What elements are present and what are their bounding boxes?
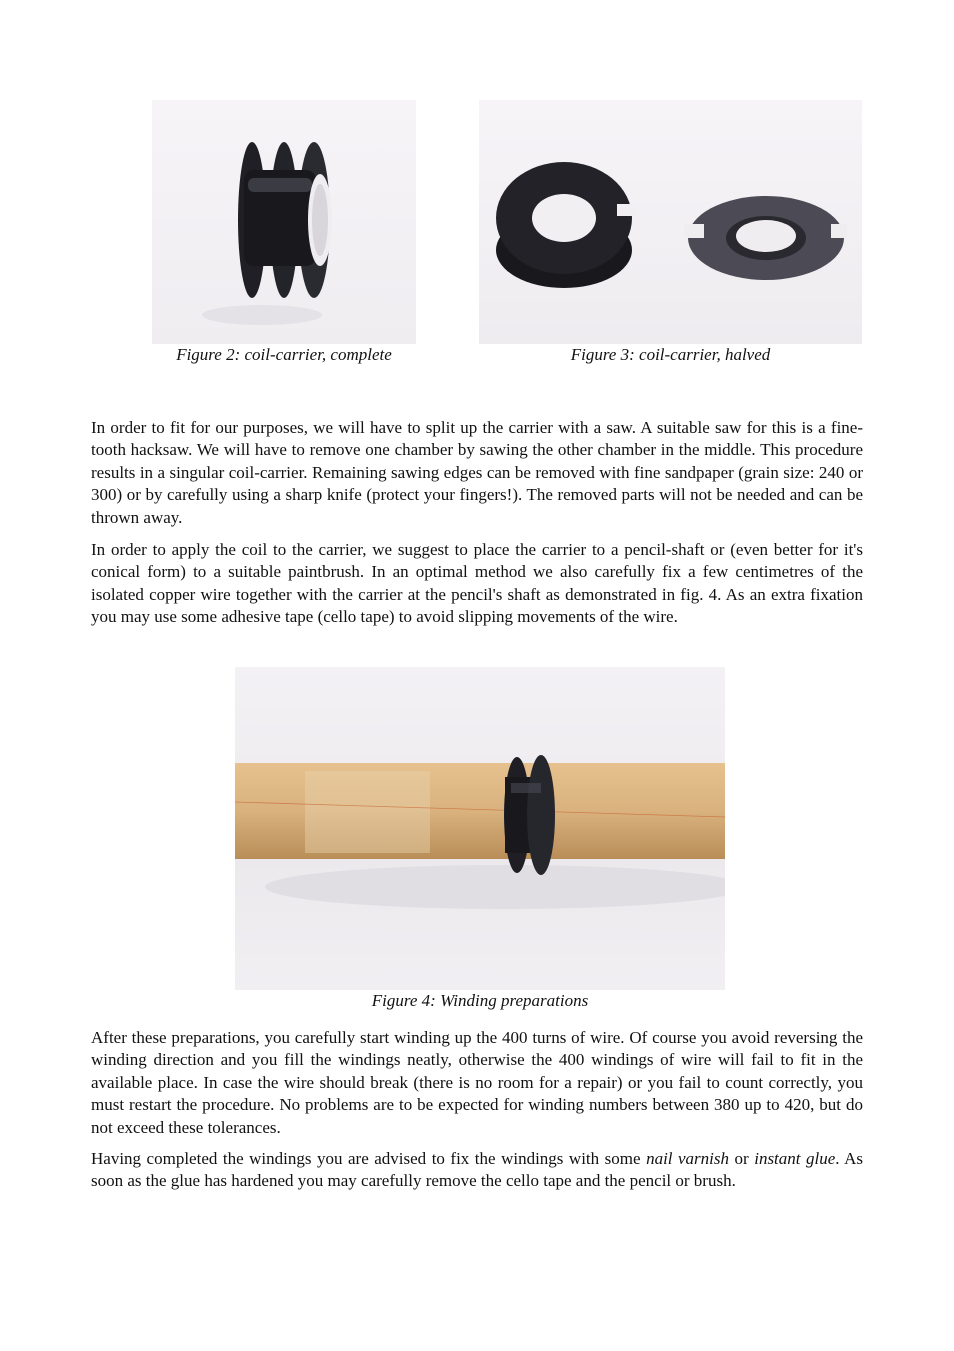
figure-2-photo xyxy=(152,100,416,344)
figure-3-caption: Figure 3: coil-carrier, halved xyxy=(570,345,771,364)
paragraph-winding: After these preparations, you carefully start winding up the 400 turns of wire. Of course you avoid reversing the winding direction and you fill the windings neatly, otherwise the 400 windings of wire will fail to fit in the available place. In case the wire should break (there is no room for a repair) or you fail to count correctly, you must restart the procedure. No problems are to be expected for winding numbers between 380 up to 420, but do not exceed these tolerances. xyxy=(91,1028,863,1137)
paragraph-fixing xyxy=(91,1148,863,1193)
paragraph-fixing-text-3: . As soon as the glue has hardened you may carefully remove the cello tape and the pencil or brush. xyxy=(91,1149,863,1191)
paragraph-mounting: In order to apply the coil to the carrier, we suggest to place the carrier to a pencil-shaft or (even better for it's conical form) to a suitable paintbrush. In an optimal method we also carefully fix a few centimetres of the isolated copper wire together with the carrier at the pencil's shaft as demonstrated in fig. 4. As an extra fixation you may use some adhesive tape (cello tape) to avoid slipping movements of the wire. xyxy=(91,540,863,627)
winding-preparations-photo-icon xyxy=(235,667,725,990)
coil-carrier-complete-photo-icon xyxy=(152,100,416,344)
paragraph-fixing-text-1: Having completed the windings you are advised to fix the windings with some xyxy=(91,1149,647,1168)
instant-glue-emphasis: instant glue xyxy=(754,1149,836,1168)
figure-4-caption: Figure 4: Winding preparations xyxy=(371,991,589,1010)
paragraph-fixing-text-2: or xyxy=(729,1149,755,1168)
figure-2-caption: Figure 2: coil-carrier, complete xyxy=(176,345,392,364)
figure-3-photo xyxy=(479,100,862,344)
paragraph-splitting: In order to fit for our purposes, we will have to split up the carrier with a saw. A suitable saw for this is a fine-tooth hacksaw. We will have to remove one chamber by sawing the other chamber in the middle. This procedure results in a singular coil-carrier. Remaining sawing edges can be removed with fine sandpaper (grain size: 240 or 300) or by carefully using a sharp knife (protect your fingers!). The removed parts will not be needed and can be thrown away. xyxy=(91,418,863,527)
coil-carrier-halved-photo-icon xyxy=(479,100,862,344)
nail-varnish-emphasis: nail varnish xyxy=(646,1149,730,1168)
figure-4-photo xyxy=(235,667,725,990)
